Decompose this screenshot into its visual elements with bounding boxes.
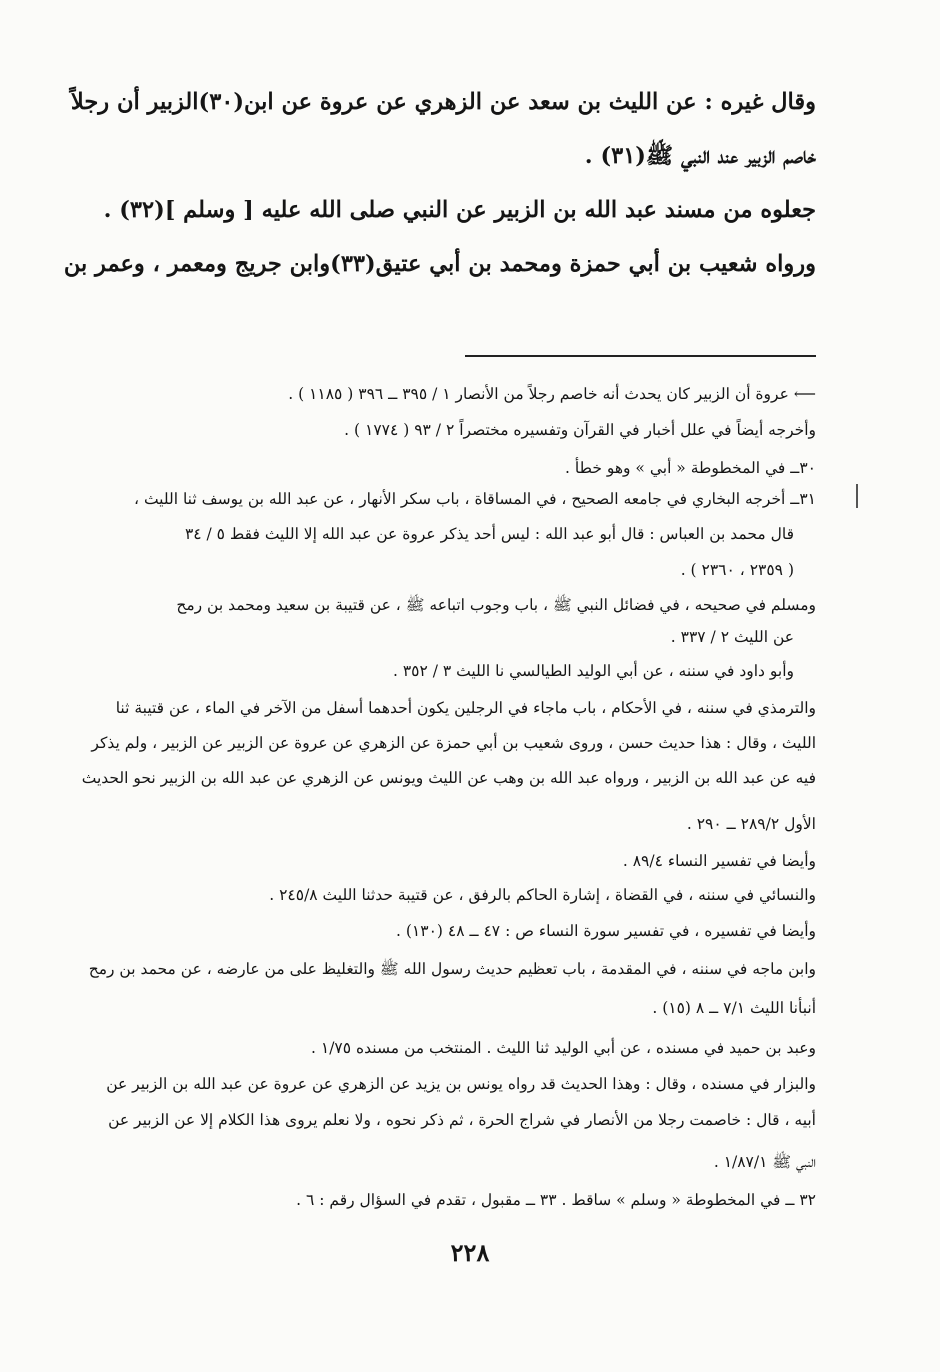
- main-text-line: ورواه شعيب بن أبي حمزة ومحمد بن أبي عتيق(٣٣)وابن جريج ومعمر ، وعمر بن: [63, 251, 816, 277]
- margin-mark: [856, 484, 858, 508]
- footnote-line: والترمذي في سننه ، في الأحكام ، باب ماجاء في الرجلين يكون أحدهما أسفل من الآخر في الماء ، عن قتيبة ثنا: [115, 699, 816, 717]
- footnote-line: وأبو داود في سننه ، عن أبي الوليد الطيالسي نا الليث ٣ / ٣٥٢ .: [392, 662, 794, 680]
- footnote-line: الأول ٢٨٩/٢ ــ ٢٩٠ .: [686, 815, 816, 833]
- footnote-line: أبيه ، قال : خاصمت رجلا من الأنصار في شراج الحرة ، ثم ذكر نحوه ، ولا نعلم يروى هذا الكلام إلا عن الزبير عن: [108, 1111, 816, 1129]
- main-text-line: خاصم الزبير عند النبي ﷺ(٣١) .: [584, 143, 816, 169]
- main-text-line: جعلوه من مسند عبد الله بن الزبير عن النبي صلى الله عليه [ وسلم ](٣٢) .: [103, 197, 816, 223]
- footnote-line: ( ٢٣٥٩ ، ٢٣٦٠ ) .: [680, 561, 794, 579]
- footnote-line: ٣٢ ــ في المخطوطة « وسلم » ساقط . ٣٣ ــ مقبول ، تقدم في السؤال رقم : ٦ .: [296, 1191, 816, 1209]
- footnote-line: وأيضا في تفسير النساء ٨٩/٤ .: [622, 852, 816, 870]
- footnote-line: قال محمد بن العباس : قال أبو عبد الله : ليس أحد يذكر عروة عن عبد الله إلا الليث فقط ٥ / ٣٤: [184, 525, 794, 543]
- footnote-line: أنبأنا الليث ٧/١ ــ ٨ (١٥) .: [652, 999, 816, 1017]
- footnote-line: والبزار في مسنده ، وقال : وهذا الحديث قد رواه يونس بن يزيد عن الزهري عن عروة عن عبد الله بن الزبير عن: [106, 1075, 816, 1093]
- footnote-line: وأخرجه أيضاً في علل أخبار في القرآن وتفسيره مختصراً ٢ / ٩٣ ( ١٧٧٤ ) .: [344, 421, 816, 439]
- footnote-line: عن الليث ٢ / ٣٣٧ .: [670, 628, 794, 646]
- footnote-line: وابن ماجه في سننه ، في المقدمة ، باب تعظيم حديث رسول الله ﷺ والتغليظ على من عارضه ، عن محمد بن رمح: [88, 960, 816, 978]
- footnote-line: وعبد بن حميد في مسنده ، عن أبي الوليد ثنا الليث . المنتخب من مسنده ١/٧٥ .: [311, 1039, 816, 1057]
- footnote-line: والنسائي في سننه ، في القضاة ، إشارة الحاكم بالرفق ، عن قتيبة حدثنا الليث ٢٤٥/٨ .: [269, 886, 816, 904]
- footnote-line: ⟵ عروة أن الزبير كان يحدث أنه خاصم رجلاً من الأنصار ١ / ٣٩٥ ــ ٣٩٦ ( ١١٨٥ ) .: [288, 385, 816, 403]
- page-number: ٢٢٨: [450, 1238, 490, 1267]
- footnote-divider: [465, 355, 816, 357]
- footnote-line: وأيضا في تفسيره ، في تفسير سورة النساء ص : ٤٧ ــ ٤٨ (١٣٠) .: [396, 922, 816, 940]
- footnote-line: فيه عن عبد الله بن الزبير ، ورواه عبد الله بن وهب عن الليث ويونس عن الزهري عن عبد الله بن الزبير نحو الحديث: [81, 769, 816, 787]
- footnote-line: ٣٠ــ في المخطوطة « أبي » وهو خطأ .: [565, 459, 816, 477]
- footnote-line: ٣١ــ أخرجه البخاري في جامعه الصحيح ، في المساقاة ، باب سكر الأنهار ، عن عبد الله بن يوسف ثنا الليث ،: [134, 490, 816, 508]
- footnote-line: الليث ، وقال : هذا حديث حسن ، وروى شعيب بن أبي حمزة عن الزهري عن عروة عن الزبير عن الزبير ، ولم يذكر: [91, 734, 816, 752]
- main-text-line: وقال غيره : عن الليث بن سعد عن الزهري عن عروة عن ابن(٣٠)الزبير أن رجلاً: [70, 89, 816, 115]
- footnote-line: ومسلم في صحيحه ، في فضائل النبي ﷺ ، باب وجوب اتباعه ﷺ ، عن قتيبة بن سعيد ومحمد بن رمح: [176, 596, 816, 614]
- footnote-line: النبي ﷺ ١/٨٧/١ .: [713, 1153, 816, 1171]
